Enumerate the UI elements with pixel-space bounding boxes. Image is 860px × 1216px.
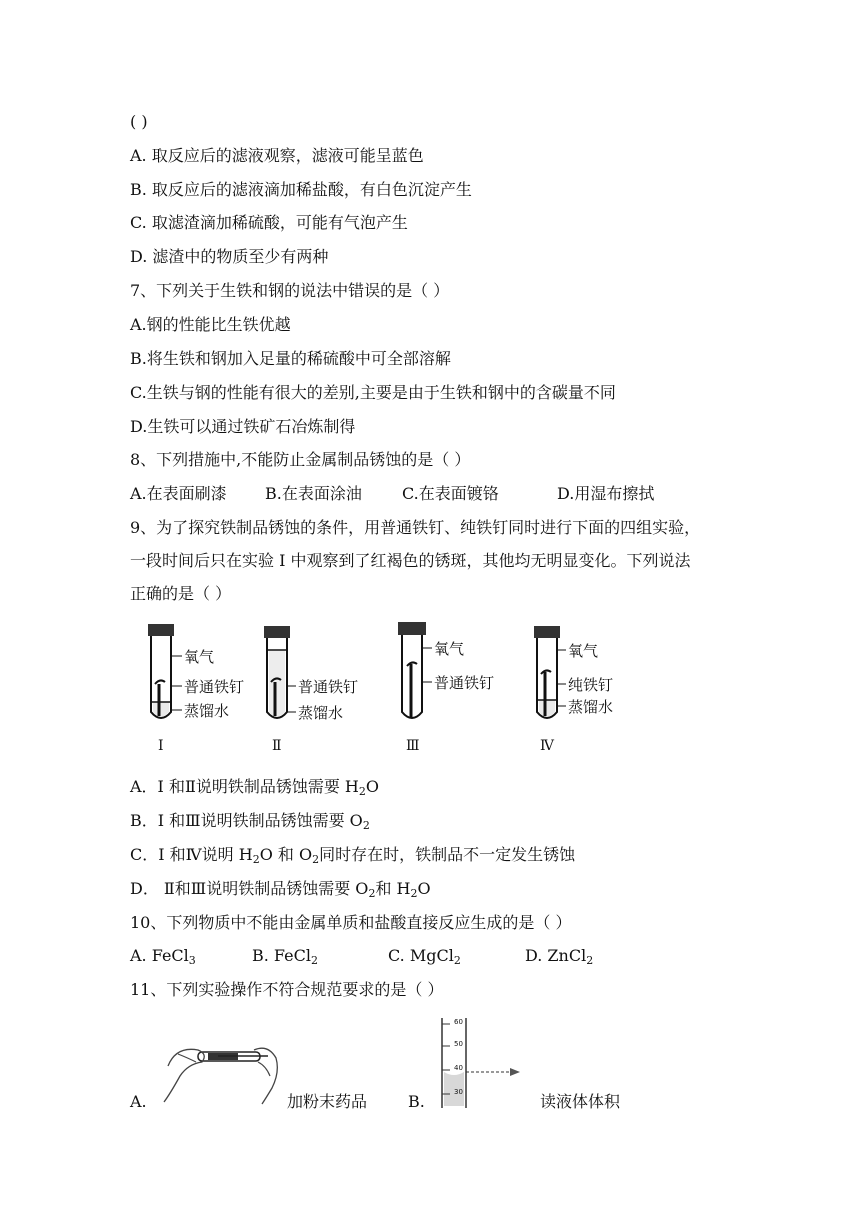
q9-option-d: D． Ⅱ和Ⅲ说明铁制品锈蚀需要 $O_2$和 $H_2O$ <box>130 879 431 900</box>
q7-option-b: B.将生铁和钢加入足量的稀硫酸中可全部溶解 <box>130 349 451 368</box>
q7-option-a: A.钢的性能比生铁优越 <box>130 315 291 334</box>
q9-stem-line1: 9、为了探究铁制品锈蚀的条件，用普通铁钉、纯铁钉同时进行下面的四组实验， <box>130 518 701 537</box>
graduated-cylinder-icon <box>436 1014 536 1110</box>
q6-option-c: C. 取滤渣滴加稀硫酸，可能有气泡产生 <box>130 213 408 232</box>
tube-4-water-label: 蒸馏水 <box>568 698 614 716</box>
q8-stem: 8、下列措施中,不能防止金属制品锈蚀的是（ ） <box>130 450 471 469</box>
tube-4-drawing <box>534 626 566 718</box>
tube-1-numeral: I <box>158 738 164 754</box>
q6-option-d: D. 滤渣中的物质至少有两种 <box>130 247 329 266</box>
q10-option-a: A. FeCl$_3$ <box>130 946 196 967</box>
q9-stem-line3: 正确的是（ ） <box>130 584 232 603</box>
q9-option-a: A．I 和Ⅱ说明铁制品锈蚀需要 $H_2O$ <box>130 777 380 798</box>
powder-adding-image <box>158 1036 282 1106</box>
cylinder-tick-60: 60 <box>454 1018 463 1026</box>
tube-2-drawing <box>264 626 296 718</box>
q7-option-d: D.生铁可以通过铁矿石冶炼制得 <box>130 417 356 436</box>
q8-option-d: D.用湿布擦拭 <box>557 484 655 503</box>
q11-option-b-letter: B. <box>408 1092 425 1111</box>
tube-2-nail-label: 普通铁钉 <box>298 678 359 696</box>
q6-option-a: A. 取反应后的滤液观察，滤液可能呈蓝色 <box>130 146 424 165</box>
tube-1-drawing <box>148 624 182 718</box>
q10-stem: 10、下列物质中不能由金属单质和盐酸直接反应生成的是（ ） <box>130 913 572 932</box>
q10-option-b: B. FeCl$_2$ <box>252 946 318 967</box>
tube-3-numeral: Ⅲ <box>406 738 420 754</box>
tube-1-oxygen-label: 氧气 <box>184 648 215 666</box>
tube-1-water-label: 蒸馏水 <box>184 702 230 720</box>
q11-option-b-text: 读液体体积 <box>540 1092 621 1111</box>
q10-option-c: C. MgCl$_2$ <box>388 946 461 967</box>
tube-3-nail-label: 普通铁钉 <box>434 674 495 692</box>
cylinder-tick-40: 40 <box>454 1064 463 1072</box>
answer-paren: ( ) <box>130 112 148 131</box>
tube-4-numeral: Ⅳ <box>540 738 554 754</box>
q6-option-b: B. 取反应后的滤液滴加稀盐酸，有白色沉淀产生 <box>130 180 472 199</box>
q9-option-c: C．I 和Ⅳ说明 $H_2O$ 和 $O_2$同时存在时，铁制品不一定发生锈蚀 <box>130 845 576 866</box>
q11-option-a-letter: A. <box>130 1092 147 1111</box>
q8-option-b: B.在表面涂油 <box>265 484 362 503</box>
tube-4-nail-label: 纯铁钉 <box>568 676 614 694</box>
cylinder-tick-50: 50 <box>454 1040 463 1048</box>
q7-stem: 7、下列关于生铁和钢的说法中错误的是（ ） <box>130 281 450 300</box>
q8-option-c: C.在表面镀铬 <box>402 484 499 503</box>
cylinder-reading-image <box>436 1014 536 1110</box>
cylinder-tick-30: 30 <box>454 1088 463 1096</box>
tube-2-water-label: 蒸馏水 <box>298 704 344 722</box>
q9-option-b: B．I 和Ⅲ说明铁制品锈蚀需要 $O_2$ <box>130 811 370 832</box>
q8-option-a: A.在表面刷漆 <box>130 484 227 503</box>
q10-option-d: D. ZnCl$_2$ <box>525 946 594 967</box>
hands-tube-icon <box>158 1036 282 1106</box>
tube-3-drawing <box>398 622 432 718</box>
q7-option-c: C.生铁与钢的性能有很大的差别,主要是由于生铁和钢中的含碳量不同 <box>130 383 616 402</box>
tube-2-numeral: Ⅱ <box>272 738 282 754</box>
test-tube-figure <box>130 620 650 760</box>
q11-option-a-text: 加粉末药品 <box>287 1092 368 1111</box>
tube-1-nail-label: 普通铁钉 <box>184 678 245 696</box>
q9-stem-line2: 一段时间后只在实验 I 中观察到了红褐色的锈斑，其他均无明显变化。下列说法 <box>130 551 691 570</box>
q11-stem: 11、下列实验操作不符合规范要求的是（ ） <box>130 980 444 999</box>
tube-4-oxygen-label: 氧气 <box>568 642 599 660</box>
tube-3-oxygen-label: 氧气 <box>434 640 465 658</box>
